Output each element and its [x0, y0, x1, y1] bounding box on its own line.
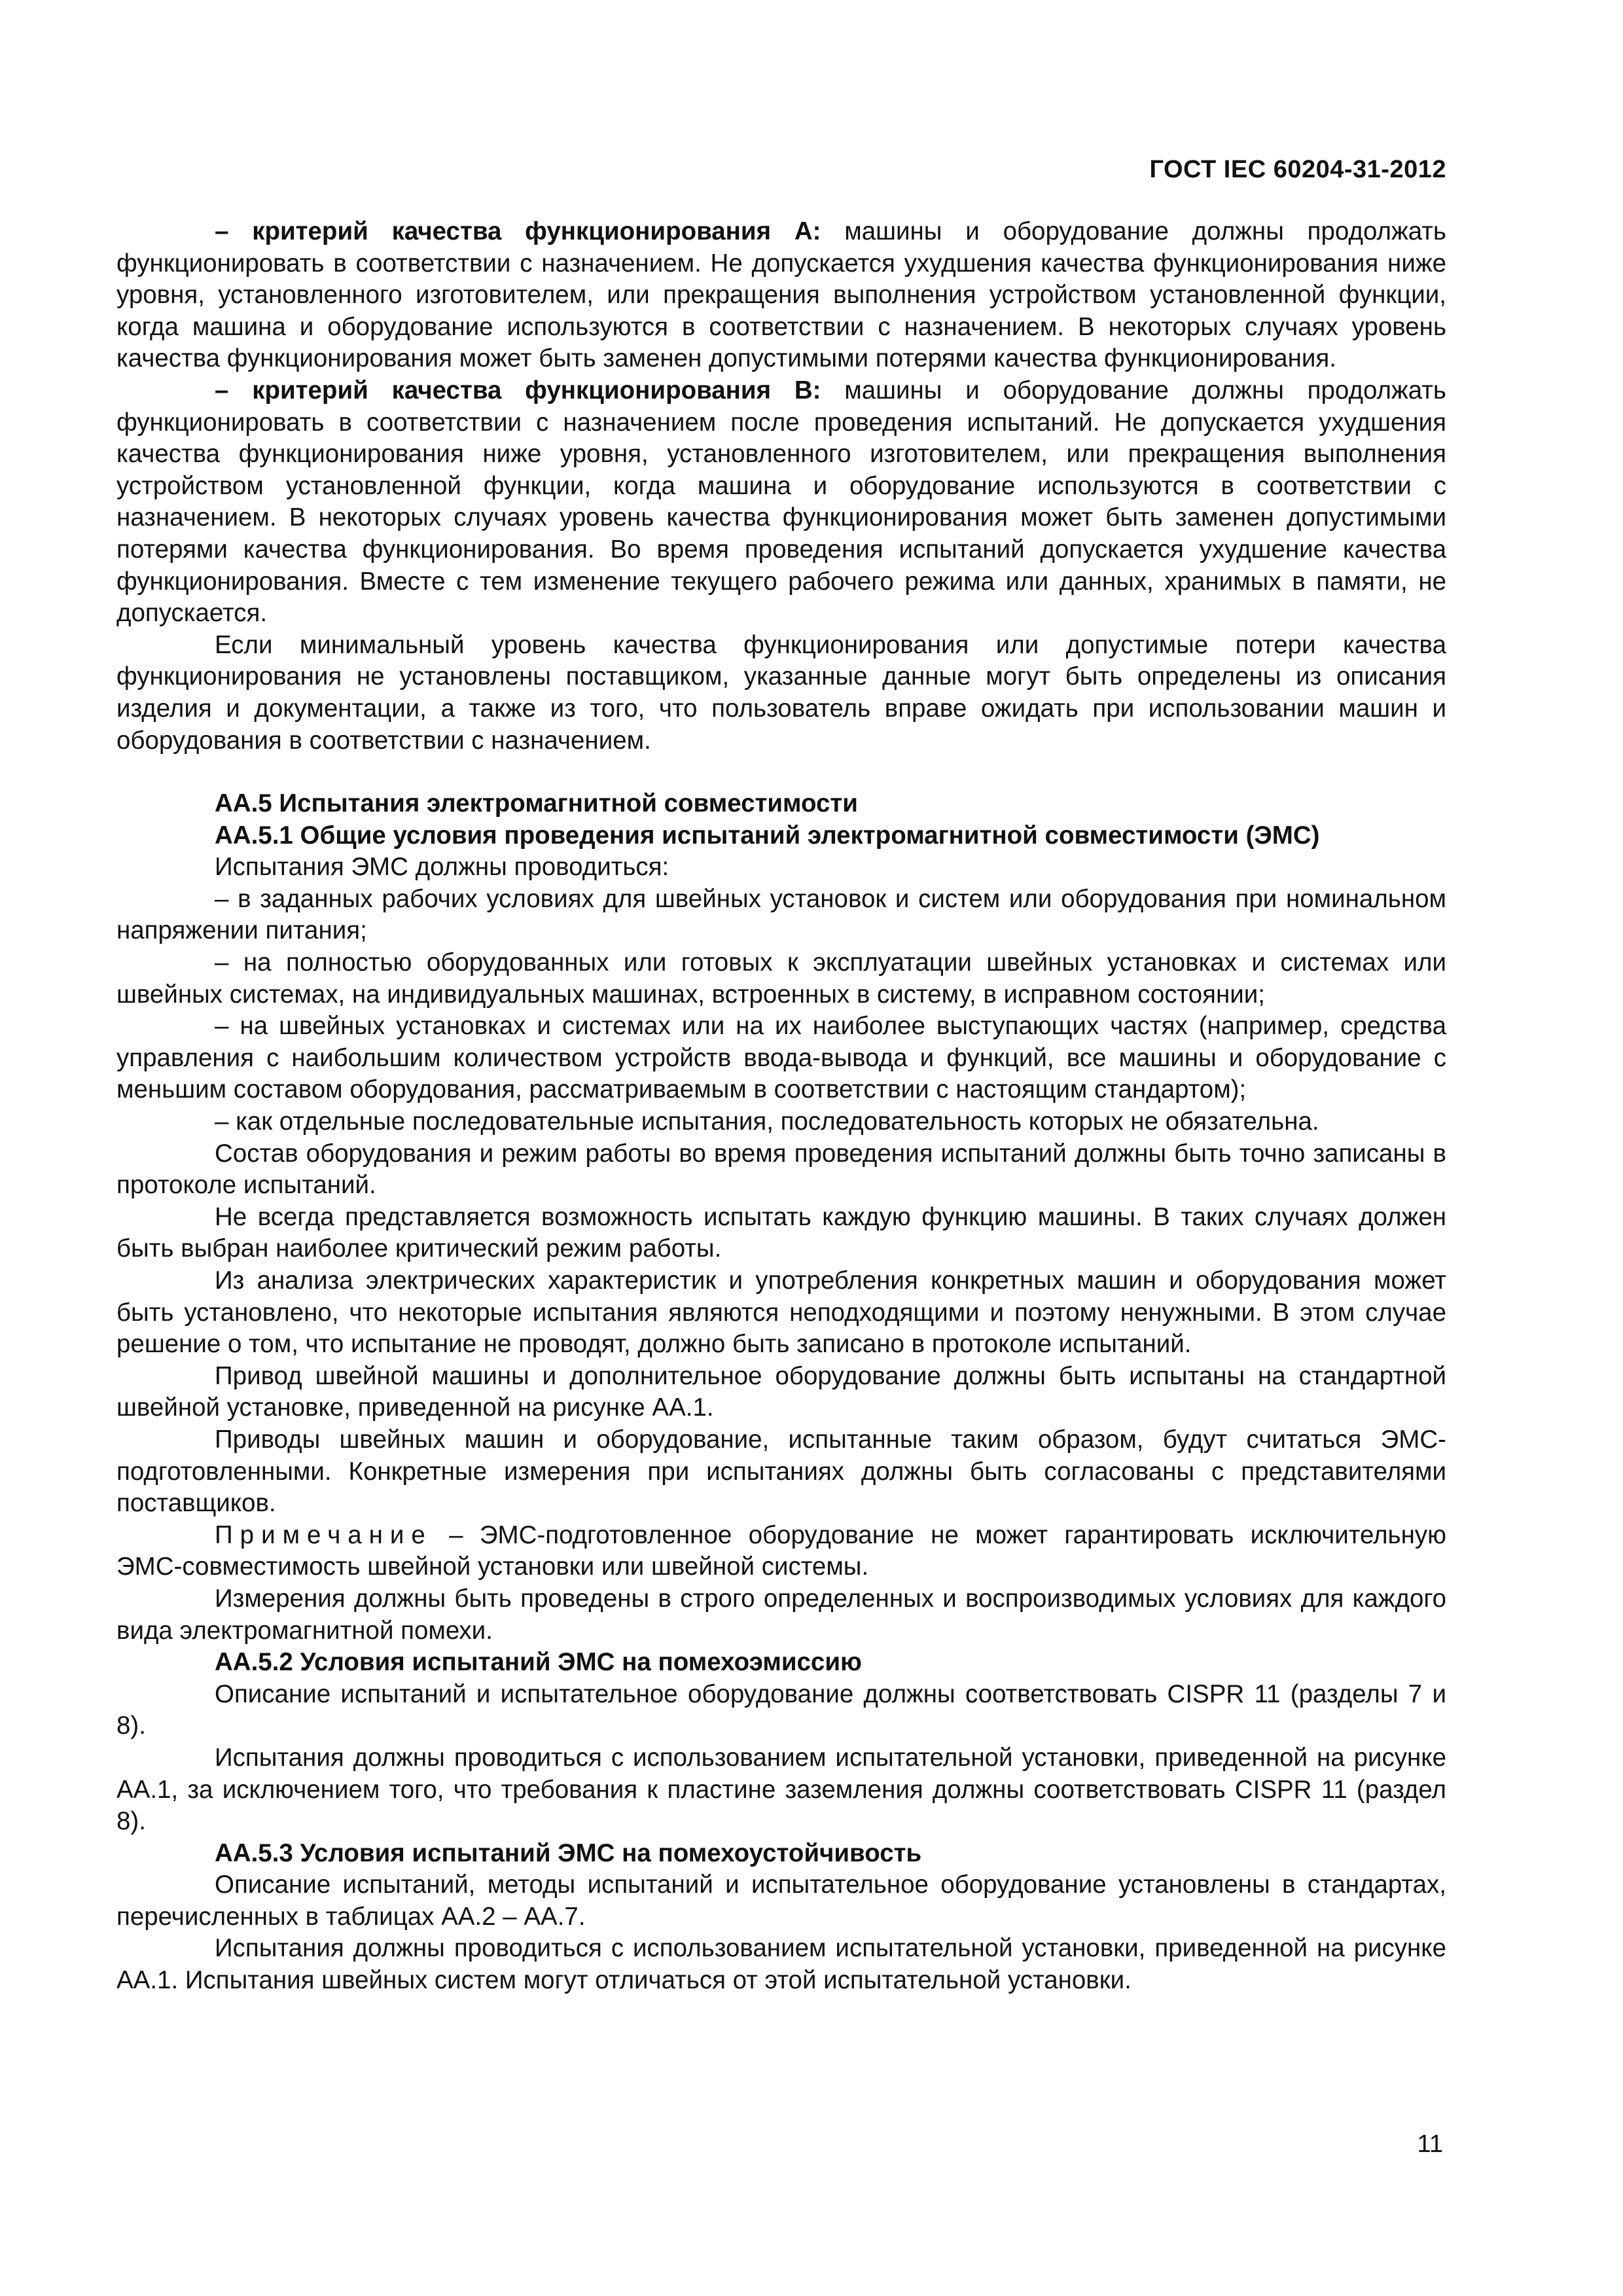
criterion-b-text: машины и оборудование должны продолжать функционировать в соответствии с назначением после проведения испытаний. Не допускается ухудшения качества функционирования ниже уровня, установленного изготовителем, или прекращения выполнения устройством установленной функции, когда машина и оборудование используются в соответствии с назначением. В некоторых случаях уровень качества функционирования может быть заменен допустимыми потерями качества функционирования. Во время проведения испытаний допускается ухудшение качества функционирования. Вместе с тем изменение текущего рабочего режима или данных, хранимых в памяти, не допускается.: [116, 376, 1446, 628]
list-item: – на швейных установках и системах или на их наиболее выступающих частях (например, средства управления с наибольшим количеством устройств ввода-вывода и функций, все машины и оборудование с меньшим составом оборудования, рассматриваемым в соответствии с настоящим стандартом);: [116, 1012, 1446, 1104]
emission-setup-paragraph: Испытания должны проводиться с использованием испытательной установки, приведенной на рисунке АА.1, за исключением того, что требования к пластине заземления должны соответствовать CISPR 11 (раздел 8).: [116, 1743, 1446, 1836]
list-item: – в заданных рабочих условиях для швейных установок и систем или оборудования при номинальном напряжении питания;: [116, 884, 1446, 945]
note-text: – ЭМС-подготовленное оборудование не может гарантировать исключительную ЭМС-совместимость швейной установки или швейной системы.: [116, 1520, 1446, 1581]
list-item: – на полностью оборудованных или готовых к эксплуатации швейных установках и системах или швейных системах, на индивидуальных машинах, встроенных в систему, в исправном состоянии;: [116, 948, 1446, 1009]
criterion-a-paragraph: [116, 216, 1446, 375]
note-label: Примечание: [215, 1520, 433, 1549]
not-always-paragraph: Не всегда представляется возможность испытать каждую функцию машины. В таких случаях должен быть выбран наиболее критический режим работы.: [116, 1202, 1446, 1263]
minimum-level-paragraph: Если минимальный уровень качества функционирования или допустимые потери качества функционирования не установлены поставщиком, указанные данные могут быть определены из описания изделия и документации, а также из того, что пользователь вправе ожидать при использовании машин и оборудования в соответствии с назначением.: [116, 630, 1446, 755]
composition-paragraph: Состав оборудования и режим работы во время проведения испытаний должны быть точно записаны в протоколе испытаний.: [116, 1139, 1446, 1200]
note-paragraph: [116, 1520, 1446, 1583]
list-item: – как отдельные последовательные испытания, последовательность которых не обязательна.: [215, 1107, 1319, 1136]
emission-description-paragraph: Описание испытаний и испытательное оборудование должны соответствовать CISPR 11 (разделы 7 и 8).: [116, 1679, 1446, 1740]
drives-tested-paragraph: Приводы швейных машин и оборудование, испытанные таким образом, будут считаться ЭМС-подготовленными. Конкретные измерения при испытаниях должны быть согласованы с представителями поставщиков.: [116, 1425, 1446, 1518]
section-aa51-heading: АА.5.1 Общие условия проведения испытаний электромагнитной совместимости (ЭМС): [215, 821, 1320, 850]
section-aa53-heading: АА.5.3 Условия испытаний ЭМС на помехоустойчивость: [215, 1839, 922, 1867]
section-aa52-heading: АА.5.2 Условия испытаний ЭМС на помехоэмиссию: [215, 1648, 862, 1677]
document-id-header: ГОСТ IEC 60204-31-2012: [1149, 156, 1446, 183]
section-aa5-heading: АА.5 Испытания электромагнитной совместимости: [215, 789, 858, 818]
criterion-a-text: машины и оборудование должны продолжать функционировать в соответствии с назначением. Не допускается ухудшения качества функционирования ниже уровня, установленного изготовителем, или прекращения выполнения устройством установленной функции, когда машина и оборудование используются в соответствии с назначением. В некоторых случаях уровень качества функционирования может быть заменен допустимыми потерями качества функционирования.: [116, 217, 1446, 373]
immunity-setup-paragraph: Испытания должны проводиться с использованием испытательной установки, приведенной на рисунке АА.1. Испытания швейных систем могут отличаться от этой испытательной установки.: [116, 1934, 1446, 1995]
criterion-a-label: – критерий качества функционирования А:: [215, 217, 821, 245]
measurements-paragraph: Измерения должны быть проведены в строго определенных и воспроизводимых условиях для каждого вида электромагнитной помехи.: [116, 1584, 1446, 1645]
drive-paragraph: Привод швейной машины и дополнительное оборудование должны быть испытаны на стандартной швейной установке, приведенной на рисунке АА.1.: [116, 1361, 1446, 1422]
criterion-b-paragraph: [116, 375, 1446, 630]
emc-intro-paragraph: Испытания ЭМС должны проводиться:: [215, 853, 669, 882]
page-body: [116, 216, 1446, 1997]
immunity-description-paragraph: Описание испытаний, методы испытаний и испытательное оборудование установлены в стандартах, перечисленных в таблицах АА.2 – АА.7.: [116, 1871, 1446, 1931]
criterion-b-label: – критерий качества функционирования В:: [215, 376, 821, 404]
page-number: 11: [1417, 2130, 1443, 2158]
analysis-paragraph: Из анализа электрических характеристик и употребления конкретных машин и оборудования может быть установлено, что некоторые испытания являются неподходящими и поэтому ненужными. В этом случае решение о том, что испытание не проводят, должно быть записано в протоколе испытаний.: [116, 1266, 1446, 1359]
